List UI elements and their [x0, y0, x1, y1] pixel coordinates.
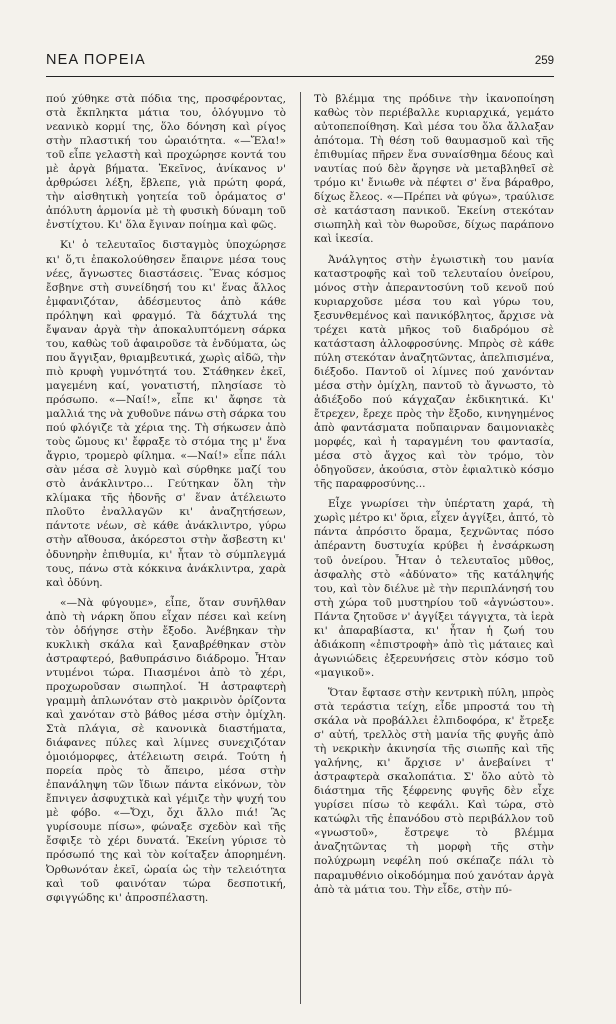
- paragraph: πού χύθηκε στὰ πόδια της, προσφέροντας, στὰ ἔκπληκτα μάτια του, ὁλόγυμνο τὸ νεανικὸ κορμί της, ὅλο δόνηση καὶ ρίγος στὴν πλαστική του ὡραιότητα. «—Ἔλα!» τοῦ εἶπε γελαστὴ καὶ προχώρησε κοντά του μὲ ἀργὰ βήματα. Ἐκεῖνος, ἀνίκανος ν' ἀρθρώσει λέξη, ἔβλεπε, γιὰ πρώτη φορά, τὴν αἰσθητικὴ γοητεία τοῦ ὁράματος σ' ἀπόλυτη ἁρμονία μὲ τὴ φυσικὴ δύναμη τοῦ ἐνστίχτου. Κι' ὅλα ἔγιναν ποίημα καὶ φῶς.: [46, 93, 286, 232]
- paragraph: Εἶχε γνωρίσει τὴν ὑπέρτατη χαρά, τὴ χωρὶς μέτρο κι' ὅρια, εἶχεν ἀγγίξει, ἀπτό, τὸ πάντα ἀπρόσιτο ὅραμα, ξεχνῶντας πόσο ἀπέραντη δυστυχία κρύβει ἡ ἐνσάρκωση τοῦ ὀνείρου. Ἦταν ὁ τελευταῖος μῦθος, ἀσφαλὴς στὸ «ἀδύνατο» τῆς κατάληψής του, καὶ τὸν διέλυε μὲ τὴν περιπλάνησή του στὴ χώρα τοῦ μυστηρίου τοῦ «ἀγνώστου». Πάντα ζητοῦσε ν' ἀγγίξει τάγγιχτα, τὰ ἱερὰ κι' ἀπαραβίαστα, κι' ἦταν ἡ ζωή του ἀδιάκοπη «ἐπιστροφὴ» ἀπὸ τὶς μάταιες καὶ ἀγωνιώδεις ἐξερευνήσεις στὸν κόσμο τοῦ «μαγικοῦ».: [314, 498, 554, 679]
- journal-title: ΝΕΑ ΠΟΡΕΙΑ: [46, 52, 146, 68]
- paragraph: Τὸ βλέμμα της πρόδινε τὴν ἱκανοποίηση καθὼς τὸν περιέβαλλε κυριαρχικά, γεμάτο αὐτοπεποίθηση. Καὶ μέσα του ὅλα ἄλλαξαν ἀπότομα. Τὴ θέση τοῦ θαυμασμοῦ καὶ τῆς ἐπιθυμίας πῆρεν ἕνα συναίσθημα δέους καὶ ναυτίας πού δὲν ἄργησε νὰ μεταβληθεῖ σὲ τρόμο κι' ἔνιωθε νὰ πέφτει σ' ἕνα βάραθρο, δίχως ἔλεος. «—Πρέπει νὰ φύγω», τραύλισε σὲ κατάσταση πανικοῦ. Ἐκείνη στεκόταν σιωπηλὴ καὶ τὸν θωροῦσε, δίχως παράπονο καὶ ἱκεσία.: [314, 93, 554, 246]
- right-column: [314, 92, 554, 1004]
- paragraph: Ἀνάλγητος στὴν ἐγωιστικὴ του μανία καταστροφῆς καὶ τοῦ τελευταίου ὀνείρου, μόνος στὴν ἀπεραντοσύνη τοῦ κενοῦ πού κυριαρχοῦσε μέσα του καὶ γύρω του, ξεσυνθεμένος καὶ πανικόβλητος, ἄρχισε νὰ τρέχει κατὰ μῆκος τοῦ διαδρόμου σὲ κατάσταση ἀλλοφροσύνης. Μπρὸς σὲ κάθε πύλη στεκόταν ἀναζητῶντας, ἀπελπισμένα, διέξοδο. Παντοῦ οἱ λίμνες πού χανόνταν μέσα στὴν ὀμίχλη, παντοῦ τὸ ἄγνωστο, τὸ ἀδιέξοδο πού κάγχαζαν ἐκδικητικά. Κι' ἔτρεχεν, ἔρεχε πρὸς τὴν ἔξοδο, κινηγημένος ἀπὸ φαντάσματα ποὔπαιρναν δαιμονιακὲς μορφές, καὶ ἡ ταραγμένη του φαντασία, μέσα στὸ ἄγχος καὶ τὸν τρόμο, τὸν ὁδηγοῦσεν, ἀκούσια, στὸν ἐφιαλτικὸ κόσμο τῆς παραφροσύνης...: [314, 253, 554, 491]
- paragraph: «—Νὰ φύγουμε», εἶπε, ὅταν συνῆλθαν ἀπὸ τὴ νάρκη ὅπου εἶχαν πέσει καὶ κείνη τὸν ὁδήγησε στὴν ἔξοδο. Ἀνέβηκαν τὴν κυκλικὴ σκάλα καὶ ξαναβρέθηκαν στὸν ἀστραφτερό, βαθυπράσινο διάδρομο. Ἦταν ντυμένοι τώρα. Πιασμένοι ἀπὸ τὸ χέρι, προχωροῦσαν σιωπηλοί. Ἡ ἀστραφτερὴ γραμμὴ ἁπλωνόταν στὸ μακρινὸν ὁρίζοντα καὶ χανόταν στὸ βάθος μέσα στὴν ὀμίχλη. Στὰ πλάγια, σὲ κανονικὰ διαστήματα, διάφανες πύλες καὶ λίμνες συνεχιζόταν ὁμοιόμορφες, ἀτέλειωτη σειρά. Τούτη ἡ πορεία πρὸς τὸ ἄπειρο, μέσα στὴν ἐπανάληψη τῶν ἴδιων πάντα εἰκόνων, τὸν ἔπνιγεν ἀσφυχτικὰ καὶ γέμιζε τὴν ψυχή του μὲ φόβο. «—Ὄχι, ὄχι ἄλλο πιά! Ἂς γυρίσουμε πίσω», φώναξε σχεδὸν καὶ τῆς ἔσφιξε τὸ χέρι δυνατά. Ἐκείνη γύρισε τὸ πρόσωπό της καὶ τὸν κοίταξεν ἀπορημένη. Ὀρθωνόταν ἐκεῖ, ὡραία ὡς τὴν τελειότητα καὶ τοῦ φαινόταν τώρα δεσποτική, σφιγγώδης κι' ἀπροσπέλαστη.: [46, 596, 286, 904]
- text-columns: [46, 92, 554, 1004]
- left-column: [46, 92, 286, 1004]
- running-header: [46, 52, 554, 68]
- page-number: 259: [534, 55, 554, 67]
- column-divider: [300, 92, 301, 1004]
- paragraph: Ὅταν ἔφτασε στὴν κεντρικὴ πύλη, μπρὸς στὰ τεράστια τείχη, εἶδε μπροστά του τὴ σκάλα νὰ προβάλλει ἐλπιδοφόρα, κ' ἔτρεξε σ' αὐτή, τρελλὸς στὴ μανία τῆς φυγῆς ἀπὸ τὴ νεκρικὴν ἀκινησία τῆς σιωπῆς καὶ τῆς γαλήνης, κι' ἄρχισε ν' ἀνεβαίνει τ' ἀστραφτερὰ σκαλοπάτια. Σ' ὅλο αὐτὸ τὸ διάστημα τῆς ξέφρενης φυγῆς δὲν εἶχε γυρίσει πίσω τὸ κεφάλι. Καὶ τώρα, στὸ κατώφλι τῆς ἐπανόδου στὸ περιβάλλον τοῦ «γνωστοῦ», ἔστρεψε τὸ βλέμμα ἀναζητῶντας τὴ μορφὴ τῆς στὴν πολύχρωμη νεφέλη πού σκέπαζε πάλι τὸ παραμυθένιο οἰκοδόμημα πού χανόταν ἀργὰ ἀπὸ τὰ μάτια του. Τὴν εἶδε, στὴν πύ-: [314, 686, 554, 896]
- header-rule: [46, 76, 554, 77]
- paragraph: Κι' ὁ τελευταῖος δισταγμὸς ὑποχώρησε κι' ὅ,τι ἐπακολούθησεν ἔπαιρνε μέσα τους νέες, ἄγνωστες διαστάσεις. Ἕνας κόσμος ἔσβηνε στὴ συνείδησή του κι' ἕνας ἄλλος ἐμφανιζόταν, ἀδέσμευτος ἀπὸ κάθε πρόληψη καὶ φραγμό. Τὰ δάχτυλά της ἔψαναν ἀργὰ τὴν ἀποκαλυπτόμενη σάρκα του, καθὼς τοῦ ἀφαιροῦσε τὰ ἐνδύματα, ὡς που ἄγγιξαν, θριαμβευτικά, χωρὶς αἰδῶ, τὴν πιὸ κρυφὴ γυμνότητά του. Στάθηκεν ἐκεῖ, μαγεμένη καί, γονατιστή, πλησίασε τὸ πρόσωπο. «—Ναί!», εἶπε κι' ἄφησε τὰ μαλλιά της νὰ χυθοῦνε πάνω στὴ σάρκα του πού φλόγιζε τὰ χέρια της. Τὴ σήκωσεν ἀπὸ τοὺς ὤμους κι' ἔφραξε τὸ στόμα της μ' ἕνα ἄγριο, τρομερὸ φίλημα. «—Ναί!» εἶπε πάλι σὰν μέσα σὲ λυγμὸ καὶ σύρθηκε μαζί του στὸ ἀνάκλιντρο... Γεύτηκαν ὅλη τὴν κλίμακα τῆς ἡδονῆς σ' ἕναν ἀτέλειωτο πλοῦτο ἐναλλαγῶν κι' ἀναζητήσεων, πάντοτε νέων, σὲ κάθε ἀνάκλιντρο, γύρω στὴν αἴθουσα, ἀκόρεστοι στὴν ἄσβεστη κι' ὀδυνηρὴν ἐπιθυμία, κι' ἦταν τὸ σύμπλεγμά τους, πάνω στὰ κόκκινα ἀνάκλιντρα, χαρὰ καὶ ὀδύνη.: [46, 239, 286, 589]
